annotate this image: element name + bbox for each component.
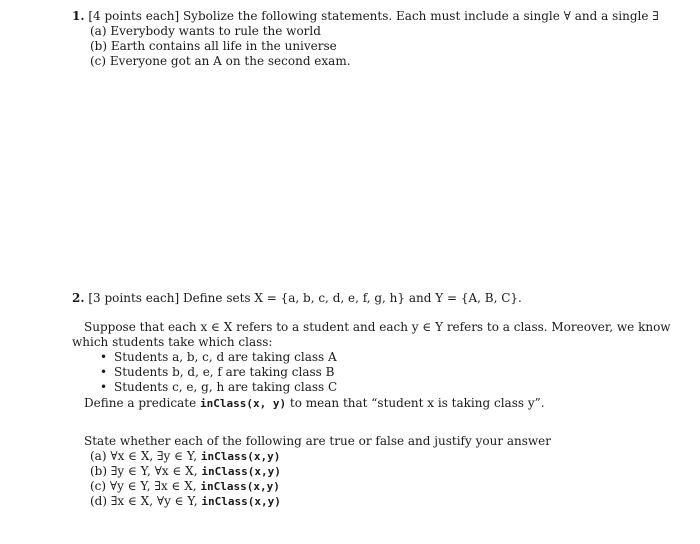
instruction-line: State whether each of the following are true or false and justify your answer — [84, 434, 552, 448]
question-1-prompt: [4 points each] Sybolize the following statements. Each must include a single ∀ and a single ∃ — [88, 9, 659, 23]
q1-item-c: (c) Everyone got an A on the second exam. — [90, 54, 351, 68]
question-2-header — [72, 291, 522, 306]
q2-part-d — [90, 494, 281, 509]
list-item-text: Students a, b, c, d are taking class A — [114, 350, 337, 364]
part-code: inClass(x,y) — [201, 495, 281, 508]
q2-part-a — [90, 449, 280, 464]
q1-item-a: (a) Everybody wants to rule the world — [90, 24, 321, 38]
bullet-icon: • — [100, 350, 108, 364]
list-item — [100, 365, 337, 380]
bullet-icon: • — [100, 380, 108, 394]
part-code: inClass(x,y) — [200, 450, 281, 463]
part-formula: (c) ∀y ∈ Y, ∃x ∈ X, — [90, 479, 201, 493]
student-class-list — [100, 350, 337, 395]
q2-paragraph-line-1: Suppose that each x ∈ X refers to a student and each y ∈ Y refers to a class. Moreover, we know — [84, 320, 671, 334]
list-item-text: Students b, d, e, f are taking class B — [114, 365, 335, 379]
predicate-definition — [84, 396, 545, 411]
part-code: inClass(x,y) — [200, 480, 280, 493]
predicate-code: inClass(x, y) — [200, 397, 287, 410]
define-prefix: Define a predicate — [84, 396, 200, 410]
list-item — [100, 380, 337, 395]
question-1-header — [72, 9, 659, 24]
part-formula: (b) ∃y ∈ Y, ∀x ∈ X, — [90, 464, 202, 478]
q2-paragraph-line-2: which students take which class: — [72, 335, 273, 349]
list-item-text: Students c, e, g, h are taking class C — [114, 380, 338, 394]
list-item — [100, 350, 337, 365]
part-formula: (d) ∃x ∈ X, ∀y ∈ Y, — [90, 494, 202, 508]
part-code: inClass(x,y) — [201, 465, 281, 478]
q1-item-b: (b) Earth contains all life in the universe — [90, 39, 337, 53]
part-formula: (a) ∀x ∈ X, ∃y ∈ Y, — [90, 449, 201, 463]
bullet-icon: • — [100, 365, 108, 379]
q2-part-b — [90, 464, 281, 479]
define-suffix: to mean that “student x is taking class y”. — [286, 396, 545, 410]
question-2-number: 2. — [72, 291, 85, 305]
q2-part-c — [90, 479, 280, 494]
question-1-number: 1. — [72, 9, 85, 23]
question-2-prompt: [3 points each] Define sets X = {a, b, c, d, e, f, g, h} and Y = {A, B, C}. — [88, 291, 522, 305]
